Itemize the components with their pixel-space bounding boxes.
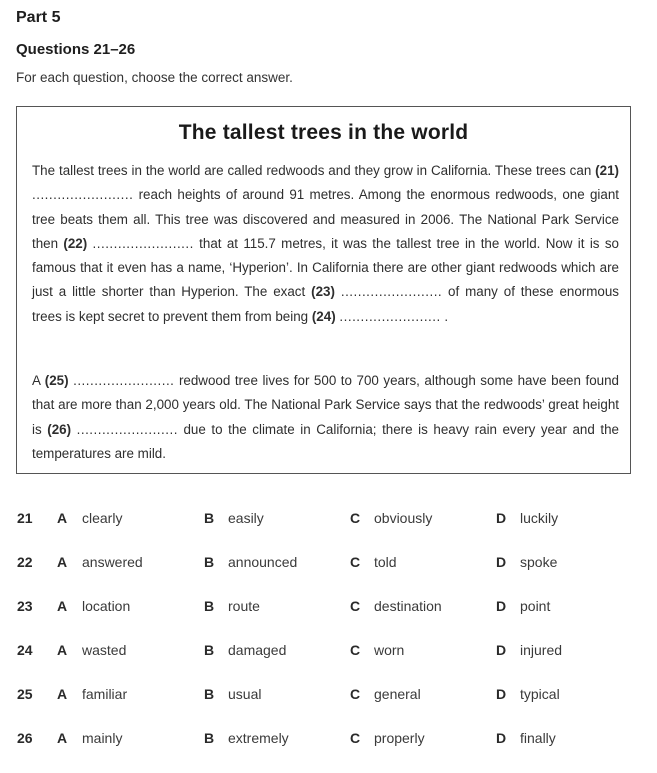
option-letter-b: B (204, 642, 215, 658)
option-letter-d: D (496, 686, 507, 702)
gap-26: ........................ (76, 421, 178, 437)
option-letter-c: C (350, 642, 361, 658)
option-a[interactable]: answered (82, 554, 143, 570)
question-row-26 (0, 730, 657, 752)
questions-range: Questions 21–26 (16, 41, 136, 58)
gap-number-21: (21) (595, 163, 619, 178)
option-letter-a: A (57, 554, 68, 570)
question-row-24 (0, 642, 657, 664)
passage-box (16, 106, 631, 474)
text-segment: redwood tree lives for 500 to 700 years, although some have been found that are more than 2,000 years old. The National Park Service says that the redwoods’ great height is (32, 373, 619, 437)
option-letter-c: C (350, 510, 361, 526)
option-letter-a: A (57, 730, 68, 746)
option-letter-a: A (57, 510, 68, 526)
option-a[interactable]: wasted (82, 642, 127, 658)
option-b[interactable]: damaged (228, 642, 287, 658)
text-segment: A (32, 373, 45, 388)
gap-number-23: (23) (311, 284, 335, 300)
option-b[interactable]: easily (228, 510, 264, 526)
option-d[interactable]: spoke (520, 554, 558, 570)
option-c[interactable]: worn (374, 642, 405, 658)
gap-21: ........................ (32, 187, 134, 203)
question-row-25 (0, 686, 657, 708)
option-d[interactable]: typical (520, 686, 560, 702)
text-segment: reach heights of around 91 metres. Among the enormous redwoods, one giant tree beats them all. This tree was discovered and measured in 2006. The National Park Service then (32, 187, 619, 251)
question-row-22 (0, 554, 657, 576)
option-c[interactable]: destination (374, 598, 442, 614)
option-c[interactable]: told (374, 554, 397, 570)
option-letter-a: A (57, 686, 68, 702)
gap-25: ........................ (73, 373, 175, 388)
option-letter-a: A (57, 642, 68, 658)
option-c[interactable]: general (374, 686, 421, 702)
question-number: 21 (17, 510, 33, 526)
gap-number-24: (24) (311, 308, 336, 324)
question-row-21 (0, 510, 657, 532)
option-letter-c: C (350, 598, 361, 614)
option-letter-d: D (496, 730, 507, 746)
part-title: Part 5 (16, 9, 61, 26)
option-b[interactable]: extremely (228, 730, 289, 746)
option-letter-b: B (204, 686, 215, 702)
option-letter-c: C (350, 730, 361, 746)
option-d[interactable]: injured (520, 642, 563, 658)
option-b[interactable]: announced (228, 554, 298, 570)
gap-24: ........................ (339, 308, 441, 324)
option-a[interactable]: mainly (82, 730, 123, 746)
question-number: 25 (17, 686, 33, 702)
gap-number-22: (22) (63, 235, 88, 251)
question-number: 23 (17, 598, 33, 614)
option-a[interactable]: familiar (82, 686, 128, 702)
option-letter-d: D (496, 554, 507, 570)
gap-number-26: (26) (47, 421, 72, 437)
text-segment: due to the climate in California; there is heavy rain every year and the temperatures are mild. (32, 421, 619, 461)
gap-22: ........................ (92, 235, 194, 251)
passage-paragraph-1 (32, 159, 619, 329)
option-letter-b: B (204, 510, 215, 526)
option-c[interactable]: properly (374, 730, 425, 746)
gap-number-25: (25) (44, 373, 69, 388)
option-letter-c: C (350, 686, 361, 702)
option-letter-d: D (496, 510, 507, 526)
text-segment: . (440, 308, 449, 324)
option-c[interactable]: obviously (374, 510, 433, 526)
option-b[interactable]: route (228, 598, 260, 614)
text-segment: The tallest trees in the world are called redwoods and they grow in California. These trees can (32, 163, 596, 178)
text-segment: that at 115.7 metres, it was the tallest tree in the world. Now it is so famous that it even has a name, ‘Hyperion’. In California there are other giant redwoods which are just a little shorter than Hyperion. The exact (32, 235, 619, 300)
option-a[interactable]: location (82, 598, 131, 614)
question-row-23 (0, 598, 657, 620)
passage-title: The tallest trees in the world (178, 121, 469, 144)
option-d[interactable]: finally (520, 730, 556, 746)
option-b[interactable]: usual (228, 686, 262, 702)
option-letter-b: B (204, 554, 215, 570)
instruction-text: For each question, choose the correct answer. (16, 70, 293, 85)
text-segment: of many of these enormous trees is kept secret to prevent them from being (32, 284, 619, 324)
question-number: 24 (17, 642, 33, 658)
question-number: 26 (17, 730, 33, 746)
passage-paragraph-2 (32, 369, 619, 466)
option-letter-c: C (350, 554, 361, 570)
option-letter-d: D (496, 642, 507, 658)
question-number: 22 (17, 554, 33, 570)
option-letter-b: B (204, 730, 215, 746)
option-letter-b: B (204, 598, 215, 614)
option-d[interactable]: luckily (520, 510, 559, 526)
option-d[interactable]: point (520, 598, 551, 614)
option-letter-a: A (57, 598, 68, 614)
option-letter-d: D (496, 598, 507, 614)
option-a[interactable]: clearly (82, 510, 123, 526)
gap-23: ........................ (340, 284, 443, 300)
